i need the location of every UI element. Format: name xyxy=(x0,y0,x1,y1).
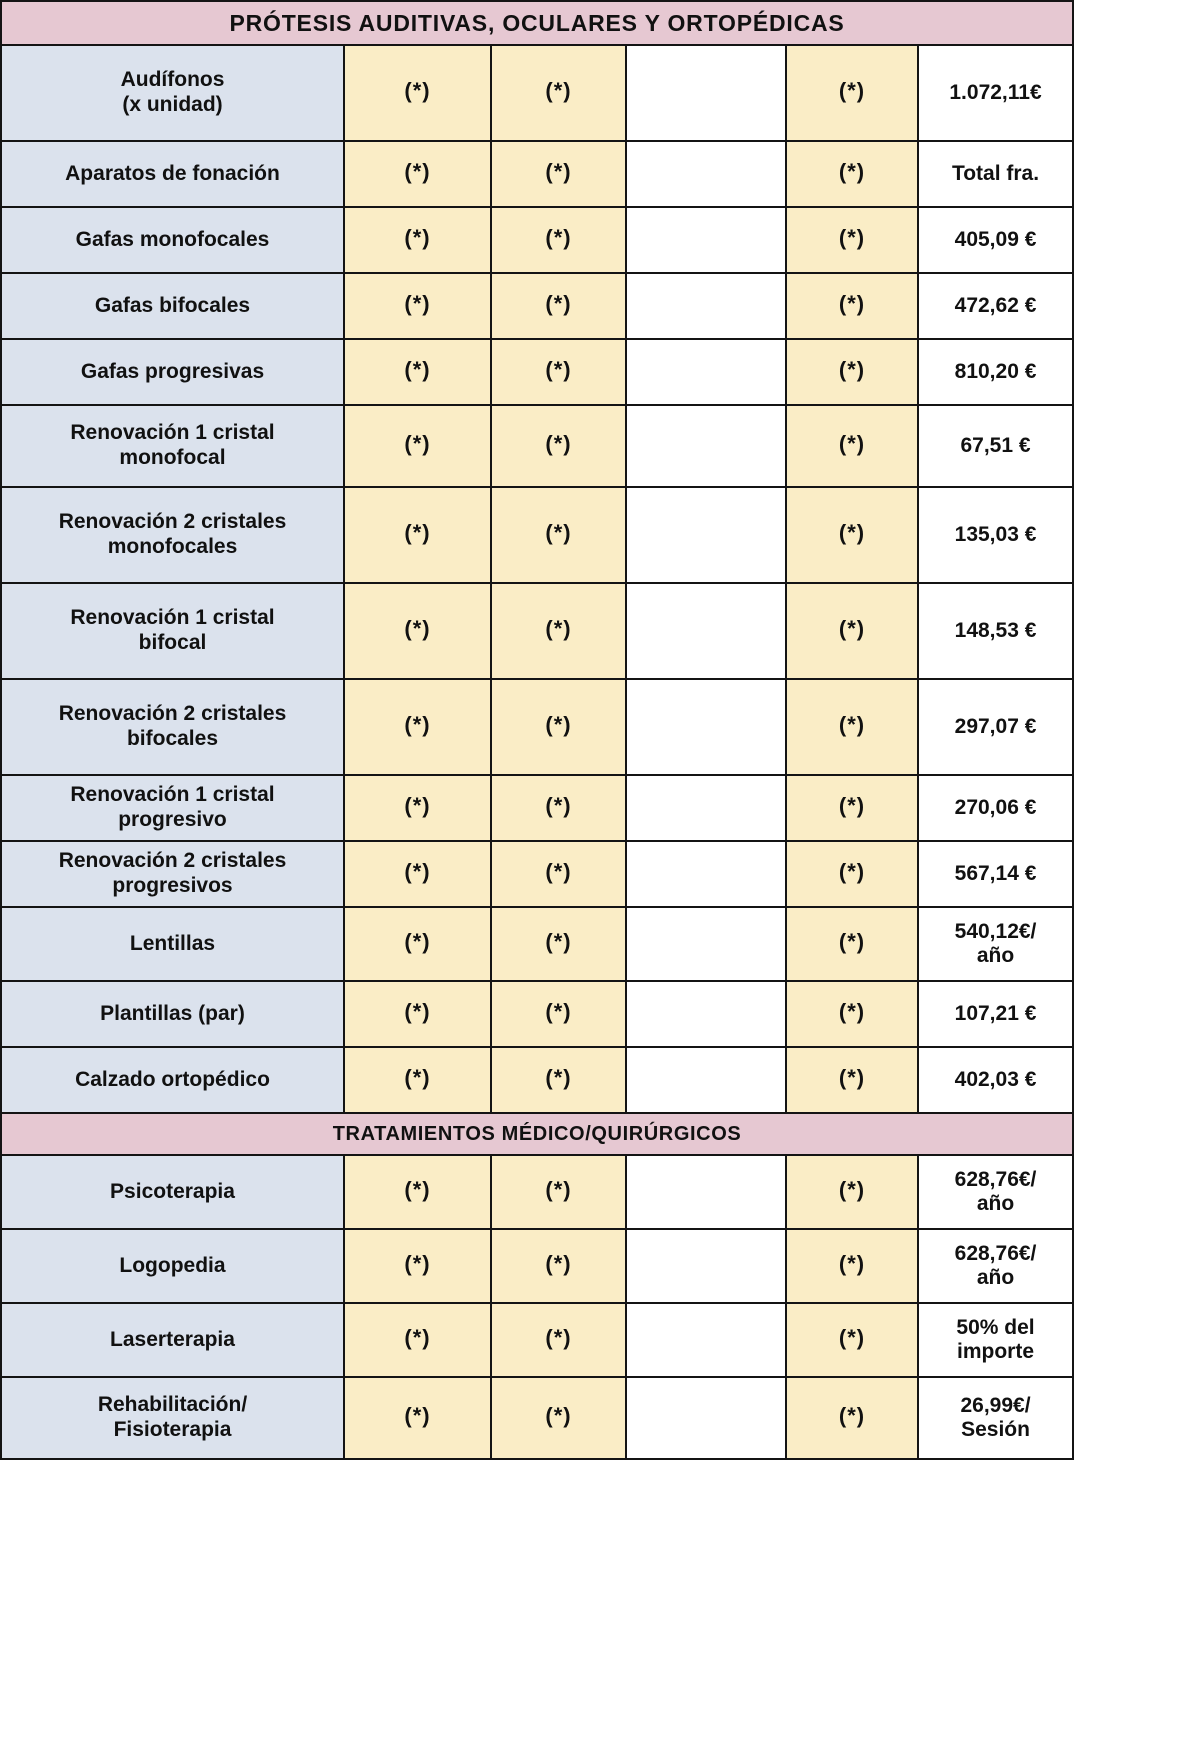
coverage-mark-a xyxy=(344,679,491,775)
concept-label-line: Calzado ortopédico xyxy=(75,1067,270,1091)
asterisk-mark-icon: (*) xyxy=(838,357,866,382)
concept-label xyxy=(1,583,344,679)
coverage-blank-c xyxy=(626,1155,786,1229)
amount-value-line: 270,06 € xyxy=(954,795,1037,819)
table-row xyxy=(1,45,1073,141)
concept-label xyxy=(1,487,344,583)
concept-label xyxy=(1,141,344,207)
coverage-blank-c xyxy=(626,1303,786,1377)
concept-label-line: Renovación 1 cristal xyxy=(70,421,275,445)
concept-label xyxy=(1,273,344,339)
coverage-mark-b xyxy=(491,141,626,207)
table-row xyxy=(1,1047,1073,1113)
concept-label-line: Logopedia xyxy=(119,1253,226,1277)
amount-value-line: 26,99€/ xyxy=(960,1393,1031,1417)
concept-label-line: Gafas progresivas xyxy=(80,359,265,383)
section-header-row xyxy=(1,1113,1073,1155)
coverage-blank-c xyxy=(626,841,786,907)
coverage-mark-d xyxy=(786,583,918,679)
amount-value-line: 540,12€/ xyxy=(954,919,1037,943)
concept-label-line: monofocales xyxy=(107,535,238,558)
concept-label-line: Rehabilitación/ xyxy=(97,1393,248,1417)
asterisk-mark-icon: (*) xyxy=(545,520,572,545)
concept-label xyxy=(1,981,344,1047)
coverage-mark-b xyxy=(491,405,626,487)
concept-label-line: Gafas bifocales xyxy=(94,293,251,317)
coverage-mark-b xyxy=(491,1229,626,1303)
asterisk-mark-icon: (*) xyxy=(404,616,431,641)
table-row xyxy=(1,207,1073,273)
amount-value-line: 628,76€/ xyxy=(954,1167,1037,1191)
coverage-blank-c xyxy=(626,1229,786,1303)
table-row xyxy=(1,775,1073,841)
section-header-row xyxy=(1,1,1073,45)
asterisk-mark-icon: (*) xyxy=(838,929,866,954)
table-row xyxy=(1,679,1073,775)
asterisk-mark-icon: (*) xyxy=(838,1403,866,1428)
coverage-blank-c xyxy=(626,907,786,981)
concept-label-line: progresivos xyxy=(112,874,233,897)
coverage-mark-b xyxy=(491,841,626,907)
table-row xyxy=(1,583,1073,679)
asterisk-mark-icon: (*) xyxy=(838,1325,866,1350)
coverage-blank-c xyxy=(626,1047,786,1113)
asterisk-mark-icon: (*) xyxy=(838,616,866,641)
coverage-mark-b xyxy=(491,1155,626,1229)
concept-label-line: bifocal xyxy=(138,631,207,654)
asterisk-mark-icon: (*) xyxy=(404,357,431,382)
amount-value-line: Total fra. xyxy=(951,161,1040,185)
concept-label-line: progresivo xyxy=(118,808,227,831)
amount-value xyxy=(918,45,1073,141)
coverage-mark-a xyxy=(344,583,491,679)
coverage-blank-c xyxy=(626,775,786,841)
coverage-mark-a xyxy=(344,841,491,907)
concept-label-line: Audífonos xyxy=(120,68,225,92)
coverage-mark-b xyxy=(491,583,626,679)
coverage-blank-c xyxy=(626,273,786,339)
coverage-mark-d xyxy=(786,981,918,1047)
concept-label xyxy=(1,207,344,273)
table-row xyxy=(1,487,1073,583)
amount-value xyxy=(918,1229,1073,1303)
concept-label xyxy=(1,775,344,841)
concept-label-line: (x unidad) xyxy=(122,93,223,116)
coverage-mark-a xyxy=(344,775,491,841)
asterisk-mark-icon: (*) xyxy=(838,78,866,103)
coverage-mark-a xyxy=(344,339,491,405)
amount-value-line: 567,14 € xyxy=(954,861,1037,885)
asterisk-mark-icon: (*) xyxy=(838,431,866,456)
coverage-mark-b xyxy=(491,981,626,1047)
coverage-mark-d xyxy=(786,1377,918,1459)
coverage-mark-b xyxy=(491,679,626,775)
coverage-mark-d xyxy=(786,1155,918,1229)
amount-value-line: 402,03 € xyxy=(954,1067,1037,1091)
amount-value-line: año xyxy=(976,1266,1015,1289)
asterisk-mark-icon: (*) xyxy=(838,1251,866,1276)
coverage-blank-c xyxy=(626,981,786,1047)
concept-label-line: Lentillas xyxy=(129,931,216,955)
asterisk-mark-icon: (*) xyxy=(545,616,572,641)
concept-label xyxy=(1,1229,344,1303)
asterisk-mark-icon: (*) xyxy=(545,159,572,184)
coverage-mark-d xyxy=(786,141,918,207)
section-title: TRATAMIENTOS MÉDICO/QUIRÚRGICOS xyxy=(1,1113,1073,1155)
table-row xyxy=(1,981,1073,1047)
coverage-mark-a xyxy=(344,1303,491,1377)
amount-value xyxy=(918,1047,1073,1113)
concept-label xyxy=(1,907,344,981)
asterisk-mark-icon: (*) xyxy=(545,431,572,456)
coverage-mark-a xyxy=(344,207,491,273)
coverage-mark-a xyxy=(344,487,491,583)
asterisk-mark-icon: (*) xyxy=(404,1403,431,1428)
asterisk-mark-icon: (*) xyxy=(545,1177,572,1202)
coverage-blank-c xyxy=(626,405,786,487)
asterisk-mark-icon: (*) xyxy=(545,859,572,884)
asterisk-mark-icon: (*) xyxy=(404,999,431,1024)
coverage-mark-d xyxy=(786,1303,918,1377)
coverage-mark-b xyxy=(491,907,626,981)
amount-value xyxy=(918,1377,1073,1459)
concept-label xyxy=(1,405,344,487)
coverage-mark-b xyxy=(491,1377,626,1459)
coverage-mark-a xyxy=(344,1047,491,1113)
coverage-mark-a xyxy=(344,141,491,207)
coverage-mark-a xyxy=(344,273,491,339)
amount-value xyxy=(918,907,1073,981)
asterisk-mark-icon: (*) xyxy=(838,520,866,545)
asterisk-mark-icon: (*) xyxy=(404,859,431,884)
amount-value xyxy=(918,679,1073,775)
concept-label-line: monofocal xyxy=(119,446,226,469)
coverage-blank-c xyxy=(626,141,786,207)
amount-value-line: 628,76€/ xyxy=(954,1241,1037,1265)
asterisk-mark-icon: (*) xyxy=(404,520,431,545)
coverage-mark-d xyxy=(786,487,918,583)
table-row xyxy=(1,339,1073,405)
asterisk-mark-icon: (*) xyxy=(838,1177,866,1202)
asterisk-mark-icon: (*) xyxy=(545,793,572,818)
amount-value-line: año xyxy=(976,944,1015,967)
concept-label-line: Plantillas (par) xyxy=(100,1001,245,1025)
asterisk-mark-icon: (*) xyxy=(545,929,572,954)
amount-value-line: importe xyxy=(957,1340,1035,1363)
coverage-mark-b xyxy=(491,339,626,405)
concept-label-line: Renovación 2 cristales xyxy=(58,849,287,873)
concept-label-line: Renovación 1 cristal xyxy=(70,606,275,630)
concept-label-line: Renovación 1 cristal xyxy=(70,783,275,807)
concept-label-line: Psicoterapia xyxy=(110,1179,235,1203)
concept-label-line: Laserterapia xyxy=(110,1327,235,1351)
table-row xyxy=(1,1303,1073,1377)
coverage-mark-a xyxy=(344,45,491,141)
coverage-mark-a xyxy=(344,907,491,981)
concept-label xyxy=(1,45,344,141)
table-row xyxy=(1,273,1073,339)
coverage-mark-b xyxy=(491,487,626,583)
coverage-mark-b xyxy=(491,45,626,141)
coverage-blank-c xyxy=(626,45,786,141)
amount-value-line: 405,09 € xyxy=(954,227,1037,251)
table-row xyxy=(1,1229,1073,1303)
table-row xyxy=(1,907,1073,981)
coverage-mark-d xyxy=(786,273,918,339)
amount-value xyxy=(918,775,1073,841)
asterisk-mark-icon: (*) xyxy=(404,225,431,250)
concept-label xyxy=(1,339,344,405)
coverage-mark-d xyxy=(786,1047,918,1113)
asterisk-mark-icon: (*) xyxy=(545,1403,572,1428)
coverage-mark-a xyxy=(344,405,491,487)
table-row xyxy=(1,1155,1073,1229)
amount-value xyxy=(918,1155,1073,1229)
asterisk-mark-icon: (*) xyxy=(404,1251,431,1276)
section-title: PRÓTESIS AUDITIVAS, OCULARES Y ORTOPÉDICAS xyxy=(1,1,1073,45)
amount-value-line: 107,21 € xyxy=(954,1001,1037,1025)
asterisk-mark-icon: (*) xyxy=(838,859,866,884)
coverage-mark-d xyxy=(786,775,918,841)
asterisk-mark-icon: (*) xyxy=(404,1177,431,1202)
table-row xyxy=(1,405,1073,487)
coverage-mark-d xyxy=(786,405,918,487)
coverage-mark-d xyxy=(786,207,918,273)
amount-value xyxy=(918,273,1073,339)
coverage-mark-a xyxy=(344,1377,491,1459)
amount-value-line: Sesión xyxy=(961,1418,1030,1441)
amount-value xyxy=(918,981,1073,1047)
asterisk-mark-icon: (*) xyxy=(545,999,572,1024)
asterisk-mark-icon: (*) xyxy=(545,1325,572,1350)
asterisk-mark-icon: (*) xyxy=(404,1065,431,1090)
asterisk-mark-icon: (*) xyxy=(404,291,431,316)
asterisk-mark-icon: (*) xyxy=(404,78,431,103)
coverage-mark-d xyxy=(786,339,918,405)
asterisk-mark-icon: (*) xyxy=(838,291,866,316)
asterisk-mark-icon: (*) xyxy=(838,1065,866,1090)
coverage-blank-c xyxy=(626,487,786,583)
coverage-mark-a xyxy=(344,1155,491,1229)
asterisk-mark-icon: (*) xyxy=(404,1325,431,1350)
concept-label-line: bifocales xyxy=(126,727,219,750)
amount-value-line: 50% del xyxy=(956,1315,1035,1339)
amount-value xyxy=(918,1303,1073,1377)
coverage-blank-c xyxy=(626,583,786,679)
asterisk-mark-icon: (*) xyxy=(545,291,572,316)
concept-label xyxy=(1,679,344,775)
asterisk-mark-icon: (*) xyxy=(404,929,431,954)
amount-value-line: 67,51 € xyxy=(960,433,1031,457)
coverage-mark-d xyxy=(786,45,918,141)
concept-label xyxy=(1,1303,344,1377)
coverage-blank-c xyxy=(626,339,786,405)
coverage-mark-b xyxy=(491,1303,626,1377)
amount-value-line: 297,07 € xyxy=(954,714,1037,738)
asterisk-mark-icon: (*) xyxy=(545,225,572,250)
table-body xyxy=(1,1,1073,1459)
amount-value-line: año xyxy=(976,1192,1015,1215)
asterisk-mark-icon: (*) xyxy=(404,793,431,818)
table-row xyxy=(1,1377,1073,1459)
amount-value-line: 810,20 € xyxy=(954,359,1037,383)
concept-label-line: Renovación 2 cristales xyxy=(58,510,287,534)
asterisk-mark-icon: (*) xyxy=(404,159,431,184)
coverage-mark-a xyxy=(344,981,491,1047)
amount-value xyxy=(918,583,1073,679)
amount-value xyxy=(918,405,1073,487)
asterisk-mark-icon: (*) xyxy=(838,793,866,818)
concept-label-line: Fisioterapia xyxy=(113,1418,232,1441)
asterisk-mark-icon: (*) xyxy=(404,712,431,737)
concept-label xyxy=(1,1047,344,1113)
amount-value-line: 472,62 € xyxy=(954,293,1037,317)
amount-value-line: 148,53 € xyxy=(954,618,1037,642)
amount-value xyxy=(918,487,1073,583)
table-row xyxy=(1,141,1073,207)
coverage-blank-c xyxy=(626,679,786,775)
coverage-mark-a xyxy=(344,1229,491,1303)
asterisk-mark-icon: (*) xyxy=(404,431,431,456)
coverage-mark-d xyxy=(786,907,918,981)
amount-value xyxy=(918,841,1073,907)
coverage-mark-b xyxy=(491,273,626,339)
coverage-blank-c xyxy=(626,1377,786,1459)
concept-label xyxy=(1,1155,344,1229)
amount-value xyxy=(918,141,1073,207)
table-row xyxy=(1,841,1073,907)
asterisk-mark-icon: (*) xyxy=(838,225,866,250)
coverage-blank-c xyxy=(626,207,786,273)
coverage-mark-d xyxy=(786,841,918,907)
amount-value xyxy=(918,207,1073,273)
asterisk-mark-icon: (*) xyxy=(838,712,866,737)
concept-label xyxy=(1,1377,344,1459)
asterisk-mark-icon: (*) xyxy=(838,159,866,184)
asterisk-mark-icon: (*) xyxy=(545,1065,572,1090)
concept-label-line: Aparatos de fonación xyxy=(65,161,280,185)
coverage-mark-b xyxy=(491,207,626,273)
asterisk-mark-icon: (*) xyxy=(545,357,572,382)
concept-label-line: Renovación 2 cristales xyxy=(58,702,287,726)
amount-value-line: 135,03 € xyxy=(954,522,1037,546)
asterisk-mark-icon: (*) xyxy=(838,999,866,1024)
coverage-mark-b xyxy=(491,1047,626,1113)
concept-label-line: Gafas monofocales xyxy=(75,227,270,251)
amount-value xyxy=(918,339,1073,405)
asterisk-mark-icon: (*) xyxy=(545,1251,572,1276)
concept-label xyxy=(1,841,344,907)
amount-value-line: 1.072,11€ xyxy=(949,80,1042,104)
asterisk-mark-icon: (*) xyxy=(545,712,572,737)
coverage-mark-d xyxy=(786,1229,918,1303)
coverage-mark-d xyxy=(786,679,918,775)
asterisk-mark-icon: (*) xyxy=(545,78,572,103)
coverage-mark-b xyxy=(491,775,626,841)
